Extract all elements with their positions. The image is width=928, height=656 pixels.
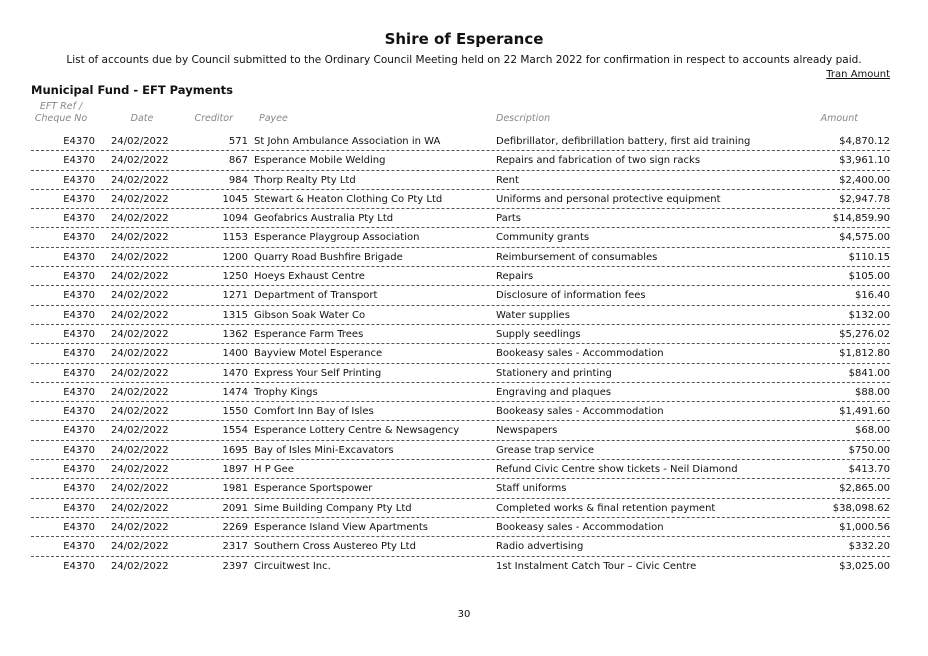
cell-date: 24/02/2022 bbox=[111, 213, 169, 225]
cell-amount: $5,276.02 bbox=[839, 328, 890, 340]
header-ref-line1: EFT Ref / bbox=[39, 101, 83, 112]
table-row bbox=[31, 248, 890, 267]
cell-payee: Sime Building Company Pty Ltd bbox=[254, 502, 412, 514]
cell-creditor: 1554 bbox=[222, 425, 248, 437]
table-row bbox=[31, 267, 890, 286]
cell-payee: Geofabrics Australia Pty Ltd bbox=[254, 213, 394, 225]
cell-amount: $105.00 bbox=[848, 271, 890, 283]
cell-date: 24/02/2022 bbox=[111, 425, 169, 437]
cell-amount: $750.00 bbox=[848, 444, 890, 456]
cell-payee: Stewart & Heaton Clothing Co Pty Ltd bbox=[254, 193, 443, 205]
cell-payee: Esperance Lottery Centre & Newsagency bbox=[254, 425, 460, 437]
cell-date: 24/02/2022 bbox=[111, 290, 169, 302]
cell-payee: Bayview Motel Esperance bbox=[254, 348, 383, 360]
cell-date: 24/02/2022 bbox=[111, 174, 169, 186]
cell-date: 24/02/2022 bbox=[111, 251, 169, 263]
cell-ref: E4370 bbox=[63, 213, 95, 225]
cell-description: Stationery and printing bbox=[496, 367, 612, 379]
cell-amount: $14,859.90 bbox=[832, 213, 890, 225]
cell-date: 24/02/2022 bbox=[111, 136, 169, 147]
cell-amount: $2,400.00 bbox=[839, 174, 890, 186]
cell-payee: Express Your Self Printing bbox=[254, 367, 382, 379]
cell-description: Refund Civic Centre show tickets - Neil Diamond bbox=[496, 464, 738, 476]
cell-creditor: 1470 bbox=[222, 367, 248, 379]
cell-description: Bookeasy sales - Accommodation bbox=[496, 348, 664, 360]
table-header bbox=[31, 101, 890, 129]
cell-amount: $88.00 bbox=[855, 386, 890, 398]
cell-description: Repairs bbox=[496, 271, 534, 283]
header-ref-line2: Cheque No bbox=[34, 113, 88, 124]
cell-payee: Comfort Inn Bay of Isles bbox=[254, 406, 374, 418]
cell-description: Newspapers bbox=[496, 425, 558, 437]
cell-payee: Esperance Farm Trees bbox=[254, 328, 364, 340]
cell-payee: Esperance Sportspower bbox=[254, 483, 373, 495]
cell-date: 24/02/2022 bbox=[111, 348, 169, 360]
header-description: Description bbox=[496, 113, 551, 124]
cell-creditor: 1550 bbox=[222, 406, 248, 418]
cell-ref: E4370 bbox=[63, 386, 95, 398]
cell-payee: Thorp Realty Pty Ltd bbox=[254, 174, 356, 186]
header-creditor: Creditor bbox=[194, 113, 233, 124]
cell-amount: $110.15 bbox=[848, 251, 890, 263]
cell-creditor: 1153 bbox=[222, 232, 248, 244]
cell-ref: E4370 bbox=[63, 155, 95, 167]
cell-ref: E4370 bbox=[63, 328, 95, 340]
cell-ref: E4370 bbox=[63, 290, 95, 302]
cell-date: 24/02/2022 bbox=[111, 155, 169, 167]
cell-description: Parts bbox=[496, 213, 521, 225]
cell-payee: Southern Cross Austereo Pty Ltd bbox=[254, 541, 416, 553]
cell-description: Radio advertising bbox=[496, 541, 584, 553]
cell-creditor: 867 bbox=[228, 155, 248, 167]
cell-amount: $1,491.60 bbox=[839, 406, 890, 418]
cell-description: Completed works & final retention payment bbox=[496, 502, 716, 514]
cell-amount: $4,575.00 bbox=[839, 232, 890, 244]
header-date: Date bbox=[130, 113, 154, 124]
cell-ref: E4370 bbox=[63, 367, 95, 379]
document-title: Shire of Esperance bbox=[384, 30, 544, 48]
cell-creditor: 1250 bbox=[222, 271, 248, 283]
cell-creditor: 2269 bbox=[222, 521, 248, 533]
cell-creditor: 1200 bbox=[222, 251, 248, 263]
cell-creditor: 1897 bbox=[222, 464, 248, 476]
table-row bbox=[31, 537, 890, 556]
table-row bbox=[31, 344, 890, 363]
cell-description: Engraving and plaques bbox=[496, 386, 612, 398]
cell-date: 24/02/2022 bbox=[111, 502, 169, 514]
cell-date: 24/02/2022 bbox=[111, 521, 169, 533]
cell-ref: E4370 bbox=[63, 560, 95, 572]
cell-ref: E4370 bbox=[63, 251, 95, 263]
payments-table bbox=[31, 132, 890, 576]
header-amount: Amount bbox=[820, 113, 858, 124]
table-row bbox=[31, 286, 890, 305]
cell-date: 24/02/2022 bbox=[111, 193, 169, 205]
cell-ref: E4370 bbox=[63, 521, 95, 533]
table-row bbox=[31, 325, 890, 344]
cell-date: 24/02/2022 bbox=[111, 560, 169, 572]
cell-ref: E4370 bbox=[63, 174, 95, 186]
cell-date: 24/02/2022 bbox=[111, 309, 169, 321]
cell-payee: Esperance Playgroup Association bbox=[254, 232, 420, 244]
table-row bbox=[31, 499, 890, 518]
cell-description: Uniforms and personal protective equipment bbox=[496, 193, 721, 205]
cell-payee: Esperance Island View Apartments bbox=[254, 521, 428, 533]
cell-description: Repairs and fabrication of two sign racks bbox=[496, 155, 701, 167]
table-row bbox=[31, 460, 890, 479]
table-row bbox=[31, 151, 890, 170]
cell-description: Supply seedlings bbox=[496, 328, 581, 340]
tran-amount-label: Tran Amount bbox=[826, 69, 890, 80]
cell-payee: Hoeys Exhaust Centre bbox=[254, 271, 365, 283]
cell-amount: $3,025.00 bbox=[839, 560, 890, 572]
cell-amount: $1,000.56 bbox=[839, 521, 890, 533]
cell-description: Bookeasy sales - Accommodation bbox=[496, 406, 664, 418]
table-row bbox=[31, 441, 890, 460]
cell-payee: Department of Transport bbox=[254, 290, 378, 302]
cell-creditor: 1362 bbox=[222, 328, 248, 340]
table-row bbox=[31, 479, 890, 498]
table-row bbox=[31, 228, 890, 247]
cell-date: 24/02/2022 bbox=[111, 483, 169, 495]
cell-amount: $132.00 bbox=[848, 309, 890, 321]
cell-amount: $16.40 bbox=[855, 290, 890, 302]
cell-ref: E4370 bbox=[63, 406, 95, 418]
header-payee: Payee bbox=[259, 113, 288, 124]
cell-payee: Circuitwest Inc. bbox=[254, 560, 331, 572]
cell-creditor: 1981 bbox=[222, 483, 248, 495]
cell-description: Disclosure of information fees bbox=[496, 290, 646, 302]
cell-description: Water supplies bbox=[496, 309, 570, 321]
cell-payee: Bay of Isles Mini-Excavators bbox=[254, 444, 394, 456]
cell-amount: $68.00 bbox=[855, 425, 890, 437]
cell-date: 24/02/2022 bbox=[111, 444, 169, 456]
document-subtitle: List of accounts due by Council submitted to the Ordinary Council Meeting held on 22 March 2022 for confirmation in respect to accounts already paid. bbox=[66, 54, 862, 66]
cell-payee: Trophy Kings bbox=[254, 386, 318, 398]
cell-creditor: 1695 bbox=[222, 444, 248, 456]
cell-ref: E4370 bbox=[63, 309, 95, 321]
cell-ref: E4370 bbox=[63, 193, 95, 205]
cell-amount: $38,098.62 bbox=[832, 502, 890, 514]
cell-creditor: 1315 bbox=[222, 309, 248, 321]
cell-ref: E4370 bbox=[63, 483, 95, 495]
cell-description: Grease trap service bbox=[496, 444, 594, 456]
table-row bbox=[31, 557, 890, 576]
cell-date: 24/02/2022 bbox=[111, 367, 169, 379]
cell-description: 1st Instalment Catch Tour – Civic Centre bbox=[496, 560, 697, 572]
table-row bbox=[31, 518, 890, 537]
cell-creditor: 1474 bbox=[222, 386, 248, 398]
cell-amount: $841.00 bbox=[848, 367, 890, 379]
cell-creditor: 1094 bbox=[222, 213, 248, 225]
cell-payee: H P Gee bbox=[254, 464, 294, 476]
cell-creditor: 2317 bbox=[222, 541, 248, 553]
cell-date: 24/02/2022 bbox=[111, 406, 169, 418]
cell-ref: E4370 bbox=[63, 136, 95, 147]
cell-amount: $3,961.10 bbox=[839, 155, 890, 167]
cell-date: 24/02/2022 bbox=[111, 232, 169, 244]
section-title: Municipal Fund - EFT Payments bbox=[31, 83, 234, 97]
cell-amount: $2,865.00 bbox=[839, 483, 890, 495]
cell-description: Bookeasy sales - Accommodation bbox=[496, 521, 664, 533]
cell-date: 24/02/2022 bbox=[111, 386, 169, 398]
cell-creditor: 2397 bbox=[222, 560, 248, 572]
cell-creditor: 571 bbox=[228, 136, 248, 147]
cell-ref: E4370 bbox=[63, 444, 95, 456]
cell-amount: $413.70 bbox=[848, 464, 890, 476]
cell-payee: Gibson Soak Water Co bbox=[254, 309, 366, 321]
cell-ref: E4370 bbox=[63, 541, 95, 553]
cell-amount: $2,947.78 bbox=[839, 193, 890, 205]
table-row bbox=[31, 190, 890, 209]
cell-payee: St John Ambulance Association in WA bbox=[254, 136, 441, 147]
cell-ref: E4370 bbox=[63, 232, 95, 244]
table-row bbox=[31, 171, 890, 190]
cell-creditor: 2091 bbox=[222, 502, 248, 514]
table-row bbox=[31, 421, 890, 440]
cell-creditor: 1400 bbox=[222, 348, 248, 360]
cell-description: Community grants bbox=[496, 232, 590, 244]
cell-date: 24/02/2022 bbox=[111, 271, 169, 283]
cell-creditor: 1045 bbox=[222, 193, 248, 205]
table-row bbox=[31, 383, 890, 402]
cell-ref: E4370 bbox=[63, 271, 95, 283]
cell-ref: E4370 bbox=[63, 348, 95, 360]
page-number: 30 bbox=[457, 609, 471, 620]
cell-creditor: 984 bbox=[228, 174, 248, 186]
table-row bbox=[31, 402, 890, 421]
cell-ref: E4370 bbox=[63, 425, 95, 437]
cell-date: 24/02/2022 bbox=[111, 328, 169, 340]
table-row bbox=[31, 132, 890, 151]
cell-ref: E4370 bbox=[63, 464, 95, 476]
cell-description: Rent bbox=[496, 174, 519, 186]
table-row bbox=[31, 364, 890, 383]
table-row bbox=[31, 209, 890, 228]
table-row bbox=[31, 306, 890, 325]
cell-amount: $4,870.12 bbox=[839, 136, 890, 147]
cell-payee: Esperance Mobile Welding bbox=[254, 155, 386, 167]
cell-date: 24/02/2022 bbox=[111, 541, 169, 553]
cell-date: 24/02/2022 bbox=[111, 464, 169, 476]
cell-description: Reimbursement of consumables bbox=[496, 251, 658, 263]
cell-creditor: 1271 bbox=[222, 290, 248, 302]
cell-amount: $1,812.80 bbox=[839, 348, 890, 360]
cell-payee: Quarry Road Bushfire Brigade bbox=[254, 251, 403, 263]
cell-amount: $332.20 bbox=[848, 541, 890, 553]
cell-description: Staff uniforms bbox=[496, 483, 567, 495]
cell-ref: E4370 bbox=[63, 502, 95, 514]
header-ref bbox=[31, 101, 91, 125]
cell-description: Defibrillator, defibrillation battery, first aid training bbox=[496, 136, 751, 147]
